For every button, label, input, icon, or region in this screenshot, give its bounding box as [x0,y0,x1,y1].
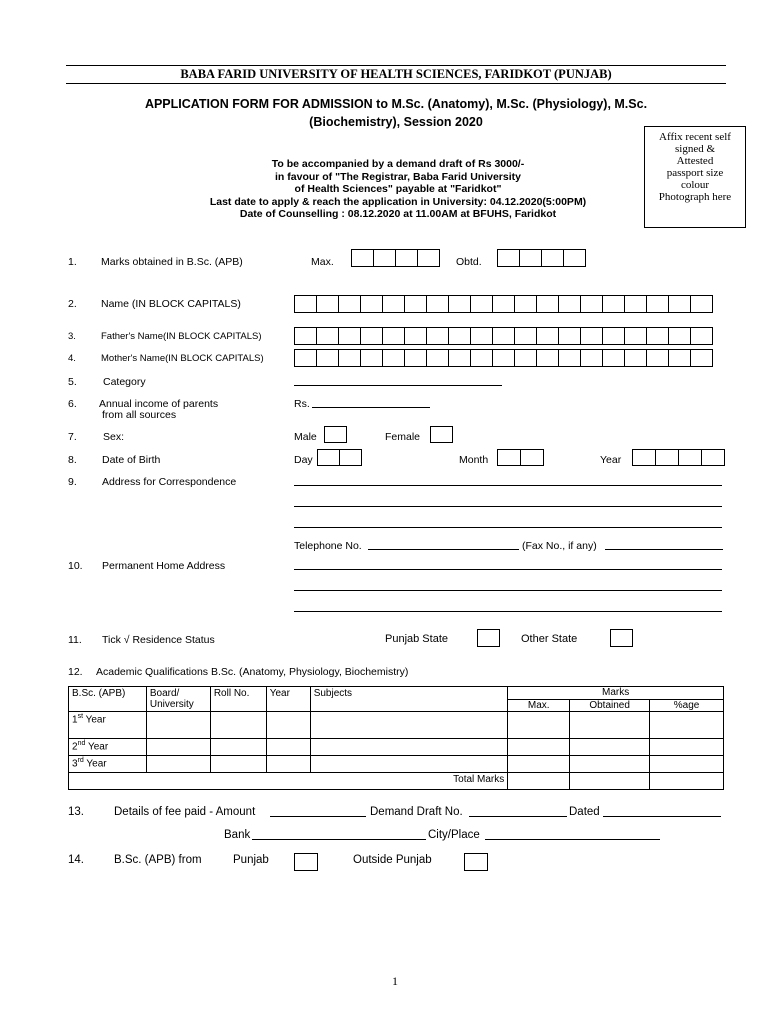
char-box[interactable] [514,327,537,345]
char-box[interactable] [470,327,493,345]
female-label: Female [385,431,421,443]
field-14-label: B.Sc. (APB) from [114,854,202,866]
amount-input[interactable] [270,816,366,817]
mother-name-boxes[interactable] [294,349,713,367]
char-box[interactable] [448,327,471,345]
field-14-num: 14. [68,854,84,866]
university-name: BABA FARID UNIVERSITY OF HEALTH SCIENCES, FARIDKOT (PUNJAB) [180,67,612,81]
field-6-num: 6. [68,398,77,410]
char-box[interactable] [646,349,669,367]
char-box[interactable] [690,349,713,367]
field-9-label: Address for Correspondence [102,476,237,488]
header-marks: Marks [508,687,724,700]
dated-input[interactable] [603,816,721,817]
field-8-num: 8. [68,454,77,466]
row-2-txt: Year [85,741,109,753]
char-box[interactable] [360,327,383,345]
photo-box[interactable] [644,126,746,228]
dob-month-boxes[interactable] [497,449,544,466]
char-box[interactable] [624,295,647,313]
page-number: 1 [392,974,398,988]
char-box[interactable] [338,327,361,345]
char-box[interactable] [360,295,383,313]
row-2-num: 2 [72,741,78,753]
char-box[interactable] [382,349,405,367]
photo-line: Attested [676,155,714,167]
year-label: Year [600,454,622,466]
month-label: Month [459,454,489,466]
header-obtained: Obtained [570,699,650,712]
char-box[interactable] [690,295,713,313]
char-box[interactable] [382,295,405,313]
char-box[interactable] [492,295,515,313]
table-row-total[interactable] [69,773,724,790]
char-box[interactable] [470,295,493,313]
row-2-sup: nd [77,740,86,747]
char-box[interactable] [624,349,647,367]
instruction-line: in favour of "The Registrar, Baba Farid University [275,170,521,183]
char-box[interactable] [338,349,361,367]
char-box[interactable] [382,327,405,345]
char-box[interactable] [580,327,603,345]
dob-year-boxes[interactable] [632,449,725,466]
bank-label: Bank [224,829,251,841]
form-title-line1: APPLICATION FORM FOR ADMISSION to M.Sc. (Anatomy), M.Sc. (Physiology), M.Sc. [144,97,648,111]
char-box[interactable] [470,349,493,367]
table-row[interactable] [69,756,724,773]
male-checkbox[interactable] [324,426,347,443]
bsc-punjab-checkbox[interactable] [294,853,318,871]
char-box[interactable] [448,295,471,313]
header-board [146,687,210,712]
telephone-input[interactable] [368,549,519,550]
city-input[interactable] [485,839,660,840]
top-rule [66,65,726,66]
char-box[interactable] [668,327,691,345]
female-checkbox[interactable] [430,426,453,443]
header-bsc: B.Sc. (APB) [69,687,147,712]
year-cell [69,739,147,756]
char-box[interactable] [536,327,559,345]
photo-line: signed & [674,143,716,155]
header-percentage: %age [650,699,724,712]
dd-label: Demand Draft No. [370,806,463,818]
char-box[interactable] [668,295,691,313]
year-cell [69,756,147,773]
char-box[interactable] [690,327,713,345]
char-box[interactable] [580,349,603,367]
field-10-num: 10. [68,560,83,572]
max-marks-boxes[interactable] [351,249,440,267]
qualification-table [68,686,724,790]
char-box[interactable] [448,349,471,367]
char-box[interactable] [426,349,449,367]
bsc-outside-label: Outside Punjab [353,854,432,866]
table-row[interactable] [69,712,724,739]
obtd-label: Obtd. [456,256,482,268]
header-roll-no: Roll No. [210,687,266,712]
field-8-label: Date of Birth [102,454,161,466]
city-label: City/Place [428,829,480,841]
header-board-line1: Board/ [149,688,180,699]
char-box[interactable] [426,327,449,345]
total-marks-label: Total Marks [69,773,508,790]
header-year: Year [266,687,310,712]
obtained-marks-boxes[interactable] [497,249,586,267]
char-box[interactable] [426,295,449,313]
category-input[interactable] [294,385,502,386]
male-label: Male [294,431,317,443]
char-box[interactable] [404,327,427,345]
other-state-checkbox[interactable] [610,629,633,647]
header-underline [66,83,726,84]
photo-line: colour [680,179,710,191]
char-box[interactable] [404,295,427,313]
header-subjects: Subjects [310,687,508,712]
char-box[interactable] [492,349,515,367]
char-box[interactable] [514,295,537,313]
row-3-txt: Year [83,758,107,770]
char-box[interactable] [624,327,647,345]
field-4-label: Mother's Name(IN BLOCK CAPITALS) [101,353,264,364]
char-box[interactable] [580,295,603,313]
field-6-label2: from all sources [102,409,177,421]
char-box[interactable] [646,327,669,345]
char-box[interactable] [602,295,625,313]
field-7-num: 7. [68,431,77,443]
correspondence-address-line[interactable] [294,527,722,528]
field-9-num: 9. [68,476,77,488]
char-box[interactable] [316,327,339,345]
field-12-label: Academic Qualifications B.Sc. (Anatomy, Physiology, Biochemistry) [96,666,409,678]
row-1-txt: Year [83,714,106,726]
field-11-label: Tick √ Residence Status [102,634,215,646]
row-1-num: 1 [72,714,78,726]
permanent-address-line[interactable] [294,590,722,591]
char-box[interactable] [294,295,317,313]
dob-day-boxes[interactable] [317,449,362,466]
char-box[interactable] [602,327,625,345]
char-box[interactable] [536,295,559,313]
char-box[interactable] [294,327,317,345]
header-max: Max. [508,699,570,712]
char-box[interactable] [602,349,625,367]
telephone-label: Telephone No. [294,540,362,552]
char-box[interactable] [404,349,427,367]
char-box[interactable] [514,349,537,367]
permanent-address-line[interactable] [294,569,722,570]
field-2-label: Name (IN BLOCK CAPITALS) [101,298,241,310]
field-2-num: 2. [68,298,77,310]
max-label: Max. [311,256,334,268]
permanent-address-line[interactable] [294,611,722,612]
field-4-num: 4. [68,353,76,364]
field-3-num: 3. [68,331,76,342]
field-11-num: 11. [68,634,82,646]
field-13-label: Details of fee paid - Amount [114,806,256,818]
field-13-num: 13. [68,806,84,818]
instruction-line: Last date to apply & reach the application in University: 04.12.2020(5:00PM) [209,195,587,208]
row-1-sup: st [77,713,84,720]
char-box[interactable] [646,295,669,313]
day-label: Day [294,454,313,466]
field-5-num: 5. [68,376,77,388]
photo-line: passport size [666,167,724,179]
photo-line: Affix recent self [659,131,731,143]
char-box[interactable] [294,349,317,367]
photo-line: Photograph here [658,191,732,203]
field-3-label: Father's Name(IN BLOCK CAPITALS) [101,331,262,342]
row-3-num: 3 [72,758,78,770]
field-6-label1: Annual income of parents [99,398,219,410]
bsc-outside-checkbox[interactable] [464,853,488,871]
field-12-num: 12. [68,666,83,678]
form-title-line2: (Biochemistry), Session 2020 [309,115,483,129]
bank-input[interactable] [252,839,426,840]
correspondence-address-line[interactable] [294,506,722,507]
instructions [140,158,656,221]
char-box[interactable] [558,327,581,345]
dd-number-input[interactable] [469,816,567,817]
instruction-line: To be accompanied by a demand draft of Rs 3000/- [271,158,525,170]
punjab-state-checkbox[interactable] [477,629,500,647]
rs-label: Rs. [294,398,310,410]
char-box[interactable] [360,349,383,367]
father-name-boxes[interactable] [294,327,713,345]
fax-input[interactable] [605,549,723,550]
field-10-label: Permanent Home Address [102,560,226,572]
punjab-state-label: Punjab State [385,633,448,645]
char-box[interactable] [316,349,339,367]
field-1-num: 1. [68,256,77,268]
other-state-label: Other State [521,633,578,645]
year-cell [69,712,147,739]
name-boxes[interactable] [294,295,713,313]
correspondence-address-line[interactable] [294,485,722,486]
dated-label: Dated [569,806,600,818]
table-row[interactable] [69,739,724,756]
bsc-punjab-label: Punjab [233,854,269,866]
field-5-label: Category [103,376,146,388]
char-box[interactable] [558,295,581,313]
char-box[interactable] [536,349,559,367]
char-box[interactable] [492,327,515,345]
instruction-line: of Health Sciences" payable at "Faridkot" [294,183,502,195]
field-7-label: Sex: [103,431,125,443]
char-box[interactable] [558,349,581,367]
income-input[interactable] [312,407,430,408]
fax-label: (Fax No., if any) [522,540,597,552]
instruction-line: Date of Counselling : 08.12.2020 at 11.00AM at BFUHS, Faridkot [239,208,557,220]
char-box[interactable] [316,295,339,313]
char-box[interactable] [668,349,691,367]
header-board-line2: University [149,699,194,710]
row-3-sup: rd [77,757,84,764]
char-box[interactable] [338,295,361,313]
field-1-label: Marks obtained in B.Sc. (APB) [101,256,243,268]
